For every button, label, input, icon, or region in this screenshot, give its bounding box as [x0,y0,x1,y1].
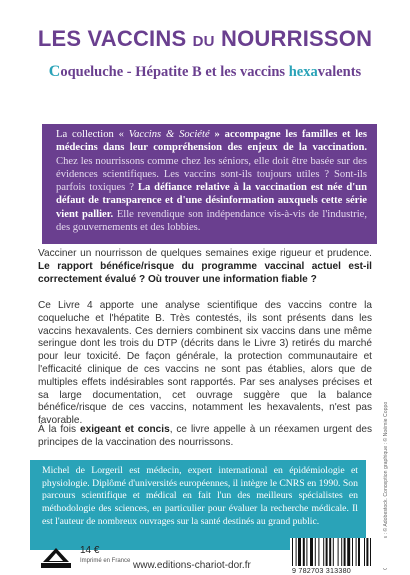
barcode-number: 9 782703 313380 [292,566,351,575]
para1-bold: Le rapport bénéfice/risque du programme vaccinal actuel est-il correctement évalué ? Où trouver une information fiable ? [38,260,372,285]
para3-text-1: À la fois [38,424,80,435]
paragraph-intro [38,248,372,286]
subtitle-hexa: hexa [288,64,318,80]
paragraph-conclusion [38,424,372,450]
paragraph-analysis: Ce Livre 4 apporte une analyse scientifique des vaccins contre la coqueluche et l'hépatite B. Très contestés, ils sont présents dans les vaccins hexavalents. Ces derniers combinent six vaccins dans une même seringue dont les trois du DTP (décrits dans le Livre 3) retirés du marché pour leur toxicité. De façon générale, la protection communautaire et l'efficacité clinique de ces vaccins ne sont pas établies, alors que de multiples effets indésirables sont rapportés. Par ses analyses précises et sa large documentation, cet ouvrage suggère que la balance bénéfice/risque de ces vaccins, notamment les hexavalents, n'est pas favorable. [38,300,372,427]
price: 14 € [80,545,100,556]
para3-text-2: , ce livre appelle à un réexamen urgent des principes de la vaccination des nourrissons. [38,424,372,448]
subtitle-part2: valents [317,64,362,80]
para1-text: Vacciner un nourrisson de quelques semaines exige rigueur et prudence. [38,248,372,259]
collection-text-2: Chez les nourrissons comme chez les séniors, elle doit être basée sur des évidences scientifiques. Les vaccins sont-ils toujours utiles ? Sont-ils parfois toxiques ? [56,155,367,194]
subtitle-initial: C [48,63,61,80]
printed-in: Imprimé en France [80,558,131,564]
subtitle-part1: oqueluche - Hépatite B et les vaccins [60,64,289,80]
collection-description-box [42,124,377,244]
book-subtitle [0,63,410,81]
title-word-nourrisson: NOURRISSON [221,26,373,51]
publisher-logo [40,547,72,569]
title-word-vaccins: VACCINS [87,26,187,51]
collection-intro: La collection « [56,129,129,140]
title-word-les: LES [37,26,82,51]
title-word-du: DU [192,33,215,50]
collection-bold-2: La défiance relative à la vaccination est née d'un défaut de transparence et d'une désinformation auxquels cette série vient pallier. [56,182,367,220]
para3-bold: exigeant et concis [79,424,170,435]
collection-text-3: Elle revendique son indépendance vis-à-vis de l'industrie, des gouvernements et des lobbies. [56,208,367,234]
collection-bold-1: » accompagne les familles et les médecins dans leur compréhension des enjeux de la vaccination. [56,129,368,154]
barcode [290,538,398,568]
book-title [0,26,410,52]
credits-text: Crédits Photos : © Adobestock. Conception graphique : © Noémie Coppo [383,401,389,570]
publisher-website[interactable]: www.editions-chariot-dor.fr [133,560,251,571]
collection-name: Vaccins & Société [128,129,210,140]
author-bio-box: Michel de Lorgeril est médecin, expert international en épidémiologie et physiologie. Diplômé d'universités européennes, il intègre le CNRS en 1990. Son parcours scientifique et médical en fait l'un des meilleurs spécialistes en méthodologie des sciences, en particulier pour évaluer la recherche médicale. Il est l'auteur de nombreux ouvrages sur la santé destinés au grand public. [30,460,366,550]
